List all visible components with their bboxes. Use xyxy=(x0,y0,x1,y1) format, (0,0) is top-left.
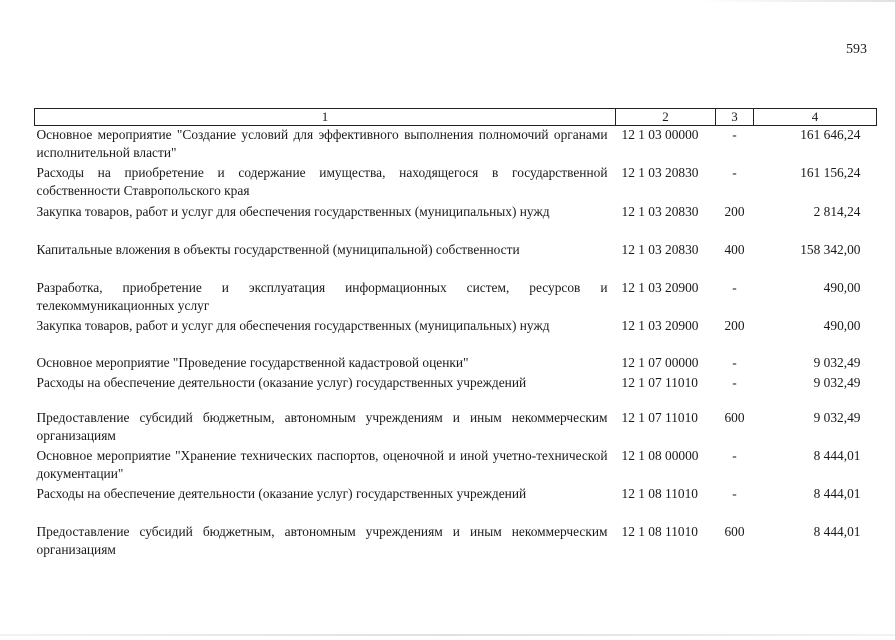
row-expense-type: 200 xyxy=(724,317,745,333)
row-amount: 490,00 xyxy=(823,317,861,333)
row-expense-type: 600 xyxy=(724,523,745,539)
row-description: Основное мероприятие "Создание условий для эффективного выполнения полномочий органами исполнительной власти" xyxy=(36,127,608,160)
row-expense-type: - xyxy=(732,447,737,463)
row-expense-type: - xyxy=(732,354,737,370)
row-code: 12 1 08 00000 xyxy=(621,447,699,463)
scan-edge-top xyxy=(700,0,895,2)
row-code: 12 1 08 11010 xyxy=(621,523,698,539)
row-expense-type: 400 xyxy=(724,241,745,257)
row-expense-type: - xyxy=(732,374,737,390)
header-cell-type: 3 xyxy=(716,109,754,126)
header-cell-description: 1 xyxy=(35,109,616,126)
row-description: Разработка, приобретение и эксплуатация информационных систем, ресурсов и телекоммуникационных услуг xyxy=(36,279,608,313)
header-cell-amount: 4 xyxy=(754,109,877,126)
row-expense-type: - xyxy=(732,164,737,180)
row-description: Основное мероприятие "Хранение технических паспортов, оценочной и иной учетно-технической документации" xyxy=(36,447,608,481)
row-amount: 9 032,49 xyxy=(813,374,861,390)
row-code: 12 1 07 00000 xyxy=(621,354,699,370)
row-description: Основное мероприятие "Проведение государственной кадастровой оценки" xyxy=(36,354,469,370)
row-amount: 158 342,00 xyxy=(800,241,861,257)
row-amount: 490,00 xyxy=(823,279,861,295)
row-code: 12 1 08 11010 xyxy=(621,485,698,501)
row-description: Капитальные вложения в объекты государственной (муниципальной) собственности xyxy=(36,241,520,257)
row-expense-type: 600 xyxy=(724,409,745,425)
row-amount: 8 444,01 xyxy=(813,485,861,501)
row-amount: 8 444,01 xyxy=(813,523,861,539)
table-row xyxy=(35,126,877,164)
table-row xyxy=(35,374,877,409)
row-description: Расходы на обеспечение деятельности (оказание услуг) государственных учреждений xyxy=(36,374,527,390)
budget-table-container xyxy=(34,108,876,561)
row-expense-type: - xyxy=(732,279,737,295)
table-row xyxy=(35,279,877,317)
row-code: 12 1 03 00000 xyxy=(621,127,699,142)
table-row xyxy=(35,523,877,561)
row-code: 12 1 03 20830 xyxy=(621,164,699,180)
row-expense-type: 200 xyxy=(724,203,745,219)
row-code: 12 1 03 20900 xyxy=(621,317,699,333)
row-description: Закупка товаров, работ и услуг для обеспечения государственных (муниципальных) нужд xyxy=(36,317,550,333)
row-amount: 8 444,01 xyxy=(813,447,861,463)
row-code: 12 1 07 11010 xyxy=(621,374,698,390)
row-expense-type: - xyxy=(732,485,737,501)
row-amount: 161 646,24 xyxy=(800,127,861,142)
row-amount: 2 814,24 xyxy=(813,203,861,219)
row-amount: 9 032,49 xyxy=(813,354,861,370)
row-description: Расходы на приобретение и содержание имущества, находящегося в государственной собственности Ставропольского края xyxy=(36,164,608,198)
budget-table xyxy=(34,108,877,561)
row-description: Предоставление субсидий бюджетным, автономным учреждениям и иным некоммерческим организациям xyxy=(36,523,608,557)
table-row xyxy=(35,409,877,447)
row-amount: 9 032,49 xyxy=(813,409,861,425)
row-code: 12 1 03 20830 xyxy=(621,241,699,257)
row-description: Расходы на обеспечение деятельности (оказание услуг) государственных учреждений xyxy=(36,485,527,501)
scan-edge-bottom xyxy=(0,634,895,636)
table-row xyxy=(35,447,877,485)
table-row xyxy=(35,485,877,523)
table-row xyxy=(35,241,877,279)
row-code: 12 1 03 20900 xyxy=(621,279,699,295)
row-description: Закупка товаров, работ и услуг для обеспечения государственных (муниципальных) нужд xyxy=(36,203,550,219)
header-cell-code: 2 xyxy=(616,109,716,126)
row-amount: 161 156,24 xyxy=(800,164,861,180)
row-description: Предоставление субсидий бюджетным, автономным учреждениям и иным некоммерческим организациям xyxy=(36,409,608,443)
table-header xyxy=(35,109,877,126)
table-row xyxy=(35,317,877,354)
table-header-row xyxy=(35,109,877,126)
table-row xyxy=(35,203,877,241)
table-body xyxy=(35,126,877,561)
row-expense-type: - xyxy=(732,127,737,142)
row-code: 12 1 07 11010 xyxy=(621,409,698,425)
row-code: 12 1 03 20830 xyxy=(621,203,699,219)
table-row xyxy=(35,354,877,374)
table-row xyxy=(35,164,877,203)
page-number: 593 xyxy=(846,42,867,57)
